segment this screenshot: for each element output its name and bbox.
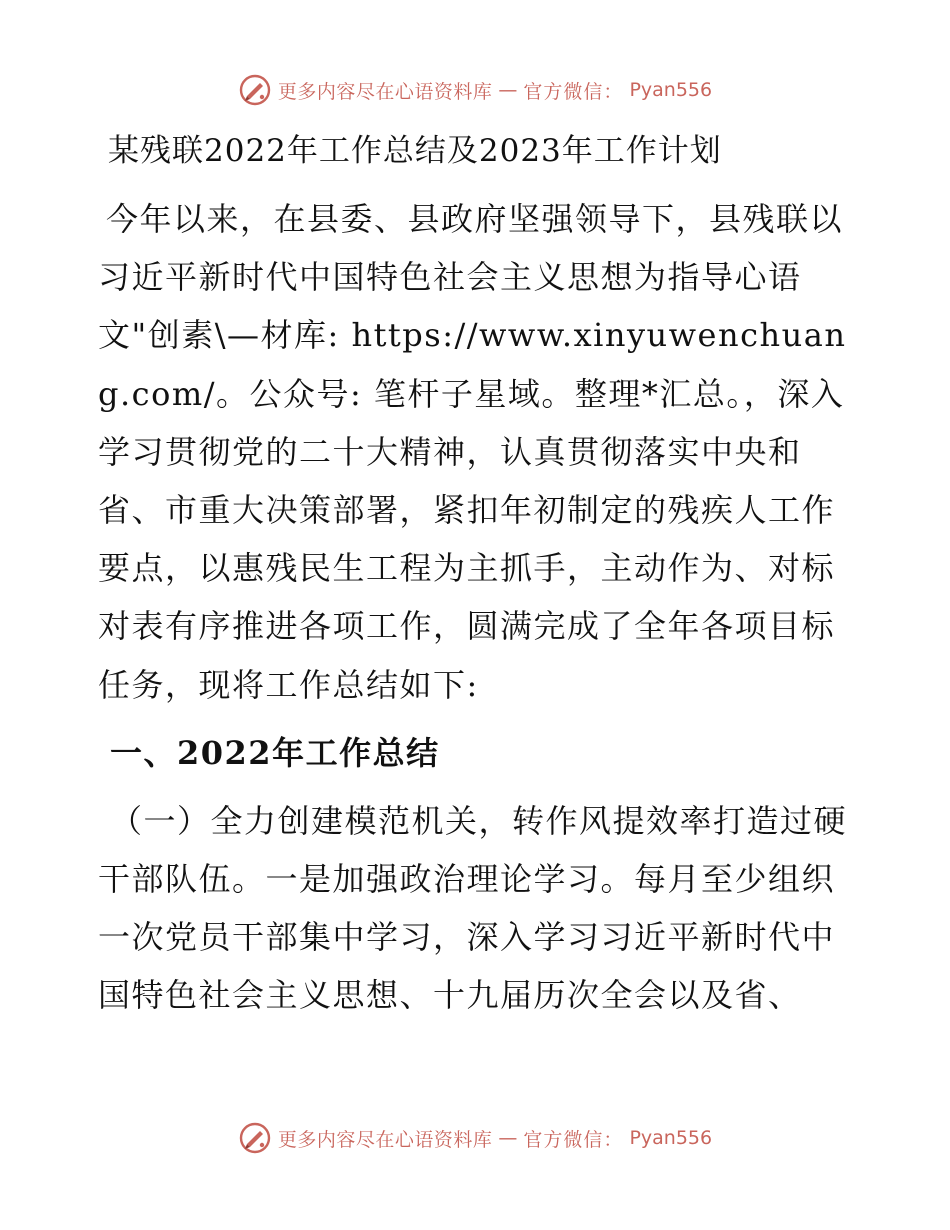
section-paragraph: （一）全力创建模范机关，转作风提效率打造过硬干部队伍。一是加强政治理论学习。每月至少组织一次党员干部集中学习，深入学习习近平新时代中国特色社会主义思想、十九届历次全会以及省、: [98, 801, 848, 1015]
watermark-dash: —: [498, 79, 518, 101]
watermark-text: 更多内容尽在心语资料库: [277, 80, 493, 103]
intro-paragraph: 今年以来，在县委、县政府坚强领导下，县残联以习近平新时代中国特色社会主义思想为指导心语文"创素\—材库: https://www.xinyuwenchuang.com/。公众号: 笔杆子星域。整理*汇总。，深入学习贯彻党的二十大精神，认真贯彻落实中央和省、市重大决策部署，紧扣年初制定的残疾人工作要点，以惠残民生工程为主抓手，主动作为、对标对表有序推进各项工作，圆满完成了全年各项目标任务，现将工作总结如下:: [98, 200, 847, 704]
pen-logo-icon: [238, 1121, 272, 1155]
document-title: 某残联2022年工作总结及2023年工作计划: [108, 133, 722, 169]
watermark-text: 更多内容尽在心语资料库: [277, 1128, 493, 1151]
section-heading: 一、2022年工作总结: [110, 733, 440, 772]
watermark-footer: [0, 1118, 950, 1158]
watermark-wechat-id: Pyan556: [629, 79, 713, 101]
watermark-wechat-label: 官方微信：: [523, 80, 624, 103]
watermark-header: [0, 70, 950, 110]
pen-logo-icon: [238, 73, 272, 107]
watermark-dash: —: [498, 1127, 518, 1149]
document-body: [98, 130, 850, 1025]
watermark-wechat-id: Pyan556: [629, 1127, 713, 1149]
watermark-wechat-label: 官方微信：: [523, 1128, 624, 1151]
